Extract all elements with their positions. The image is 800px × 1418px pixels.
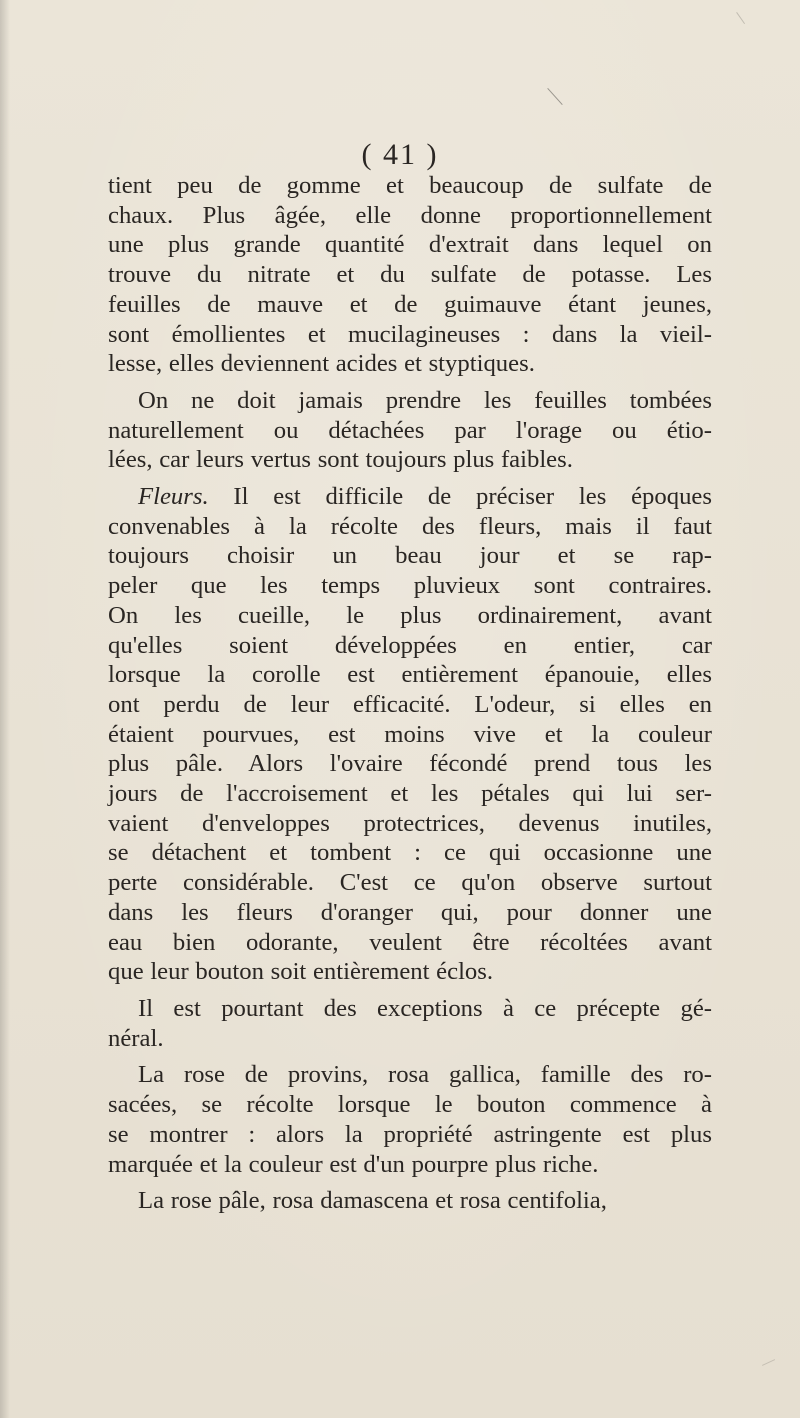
text-line: feuilles de mauve et de guimauve étant jeunes, xyxy=(108,290,712,318)
text-line: qu'elles soient développées en entier, car xyxy=(108,631,712,659)
text-line: sont émollientes et mucilagineuses : dans la vieil- xyxy=(108,320,712,348)
text-line: Il est pourtant des exceptions à ce précepte gé- xyxy=(138,994,712,1022)
text-line: La rose de provins, rosa gallica, famille des ro- xyxy=(138,1061,712,1089)
paragraph xyxy=(108,386,712,475)
text-line: une plus grande quantité d'extrait dans lequel on xyxy=(108,231,712,259)
text-line: se montrer : alors la propriété astringente est plus xyxy=(108,1120,712,1148)
text-line: étaient pourvues, est moins vive et la couleur xyxy=(108,720,712,748)
text-line: lées, car leurs vertus sont toujours plus faibles. xyxy=(108,446,573,474)
page-number: ( 41 ) xyxy=(361,138,439,171)
body-text xyxy=(108,171,712,1223)
pencil-mark xyxy=(547,88,563,105)
text-line: convenables à la récolte des fleurs, mais il faut xyxy=(108,512,712,540)
text-line: peler que les temps pluvieux sont contraires. xyxy=(108,572,712,600)
text-line: perte considérable. C'est ce qu'on observe surtout xyxy=(108,869,712,897)
text-line: jours de l'accroisement et les pétales qui lui ser- xyxy=(108,780,712,808)
paragraph xyxy=(108,482,712,987)
text-line: marquée et la couleur est d'un pourpre plus riche. xyxy=(108,1150,599,1178)
paragraph xyxy=(108,994,712,1053)
paragraph xyxy=(108,171,712,379)
text-line: lesse, elles deviennent acides et styptiques. xyxy=(108,350,535,378)
section-lead: Fleurs. xyxy=(138,483,209,511)
text-line: tient peu de gomme et beaucoup de sulfate de xyxy=(108,172,712,199)
text-line: dans les fleurs d'oranger qui, pour donner une xyxy=(108,898,712,926)
text-line: néral. xyxy=(108,1024,164,1052)
text-line: On ne doit jamais prendre les feuilles tombées xyxy=(138,386,712,414)
text-line: chaux. Plus âgée, elle donne proportionnellement xyxy=(108,201,712,229)
text-line: lorsque la corolle est entièrement épanouie, elles xyxy=(108,661,712,689)
text-line: trouve du nitrate et du sulfate de potasse. Les xyxy=(108,261,712,289)
text-line: ont perdu de leur efficacité. L'odeur, si elles en xyxy=(108,690,712,718)
text-line: plus pâle. Alors l'ovaire fécondé prend tous les xyxy=(108,750,712,778)
paragraph xyxy=(108,1186,712,1216)
text-line: vaient d'enveloppes protectrices, devenus inutiles, xyxy=(108,809,712,837)
text-line: On les cueille, le plus ordinairement, avant xyxy=(108,601,712,629)
text-line: sacées, se récolte lorsque le bouton commence à xyxy=(108,1091,712,1119)
paragraph xyxy=(108,1060,712,1179)
pencil-mark xyxy=(762,1359,775,1366)
page-binding-shadow xyxy=(0,0,10,1418)
text-line: naturellement ou détachées par l'orage ou étio- xyxy=(108,416,712,444)
text-line: Fleurs. Il est difficile de préciser les époques xyxy=(138,483,712,511)
pencil-mark xyxy=(736,12,745,24)
text-line: La rose pâle, rosa damascena et rosa centifolia, xyxy=(138,1187,607,1215)
text-line: se détachent et tombent : ce qui occasionne une xyxy=(108,839,712,867)
text-line: toujours choisir un beau jour et se rap- xyxy=(108,542,712,570)
text-line: que leur bouton soit entièrement éclos. xyxy=(108,958,494,986)
text-line: eau bien odorante, veulent être récoltées avant xyxy=(108,928,712,956)
